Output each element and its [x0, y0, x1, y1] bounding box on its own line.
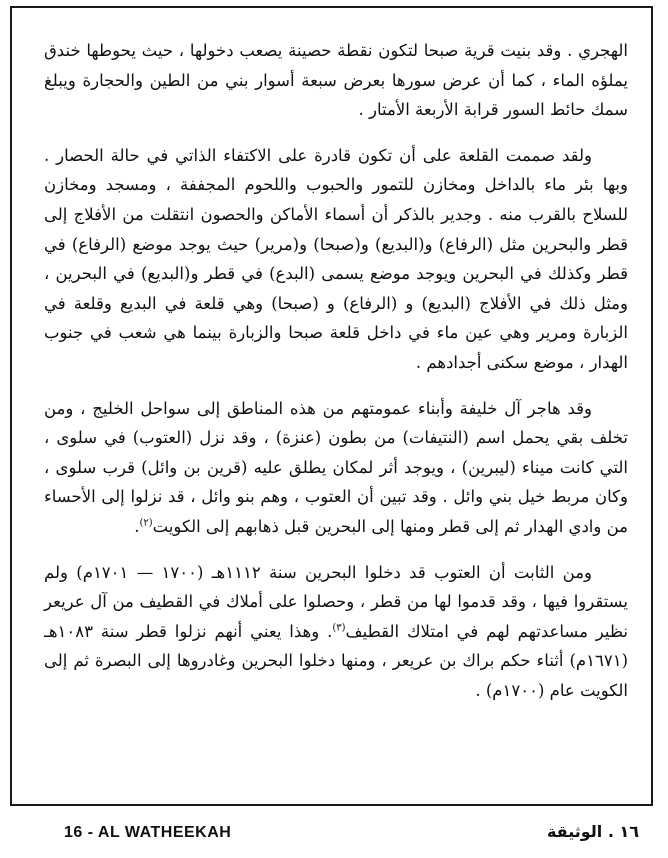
page-footer [10, 822, 653, 848]
footnote-ref-2: (٢) [139, 517, 153, 529]
footer-page-label-english: 16 - AL WATHEEKAH [64, 824, 232, 841]
paragraph-4 [44, 558, 628, 706]
paragraph-2: ولقد صممت القلعة على أن تكون قادرة على الاكتفاء الذاتي في حالة الحصار . وبها بئر ماء بالداخل ومخازن للتمور والحبوب واللحوم المجففة ، ومسجد ومخازن للسلاح بالقرب منه . وجدير بالذكر أن أسماء الأماكن والحصون انتقلت من الأفلاج إلى قطر والبحرين مثل (الرفاع) و(البديع) و(صبحا) و(مرير) حيث يوجد موضع (الرفاع) في قطر وكذلك في البحرين ويوجد موضع يسمى (البدع) في قطر و(البديع) في البحرين ، ومثل ذلك في الأفلاج (البديع) و (الرفاع) و (صبحا) وهي قلعة في البديع وقلعة في الزبارة ومرير وهي عين ماء في داخل قلعة صبحا والزبارة بينما هي شعب في جنوب الهدار ، موضع سكنى أجدادهم . [44, 145, 628, 372]
article-body [44, 36, 628, 705]
footnote-ref-3: (٣) [332, 622, 346, 634]
paragraph-3: وقد هاجر آل خليفة وأبناء عمومتهم من هذه المناطق إلى سواحل الخليج ، ومن تخلف بقي يحمل اسم (النتيفات) من بطون (عنزة) ، وقد نزل (العتوب) في سلوى ، التي كانت ميناء (ليبرين) ، ويوجد أثر لمكان يطلق عليه (قرين بن وائل) قرب سلوى ، وكان مربط خيل بني وائل . وقد تبين أن العتوب ، وهم بنو وائل ، قد نزلوا إلى الأحساء من وادي الهدار ثم إلى قطر ومنها إلى البحرين قبل ذهابهم إلى الكويت$^{(٢)}$. [44, 398, 628, 536]
paragraph-1: الهجري . وقد بنيت قرية صبحا لتكون نقطة حصينة يصعب دخولها ، حيث يحوطها خندق يملؤه الماء ، كما أن عرض سورها بعرض سبعة أسوار بني من الطين والحجارة ويبلغ سمك حائط السور قرابة الأربعة الأمتار . [44, 41, 628, 120]
paragraph-4-text: ومن الثابت أن العتوب قد دخلوا البحرين سنة ١١١٢هـ (١٧٠٠ — ١٧٠١م) ولم يستقروا فيها ، وقد قدموا لها من قطر ، وحصلوا على أملاك في القطيف من آل عريعر نظير مساعدتهم لهم في امتلاك القطيف [44, 562, 629, 641]
paragraph-3-text: وقد هاجر آل خليفة وأبناء عمومتهم من هذه المناطق إلى سواحل الخليج ، ومن تخلف بقي يحمل اسم (النتيفات) من بطون (عنزة) ، وقد نزل (العتوب) في سلوى ، التي كانت ميناء (ليبرين) ، ويوجد أثر لمكان يطلق عليه (قرين بن وائل) قرب سلوى ، وكان مربط خيل بني وائل . وقد تبين أن العتوب ، وهم بنو وائل ، قد نزلوا إلى الأحساء من وادي الهدار ثم إلى قطر ومنها إلى البحرين قبل ذهابهم إلى الكويت [44, 398, 628, 536]
paragraph-4-continuation: . وهذا يعني أنهم نزلوا قطر سنة ١٠٨٣هـ (١٦٧١م) أثناء حكم براك بن عريعر ، ومنها دخلوا البحرين وغادروها إلى البصرة ثم إلى الكويت عام (١٧٠٠م) . [44, 621, 628, 700]
footer-page-label-arabic: ١٦ . الوثيقة [546, 822, 639, 841]
